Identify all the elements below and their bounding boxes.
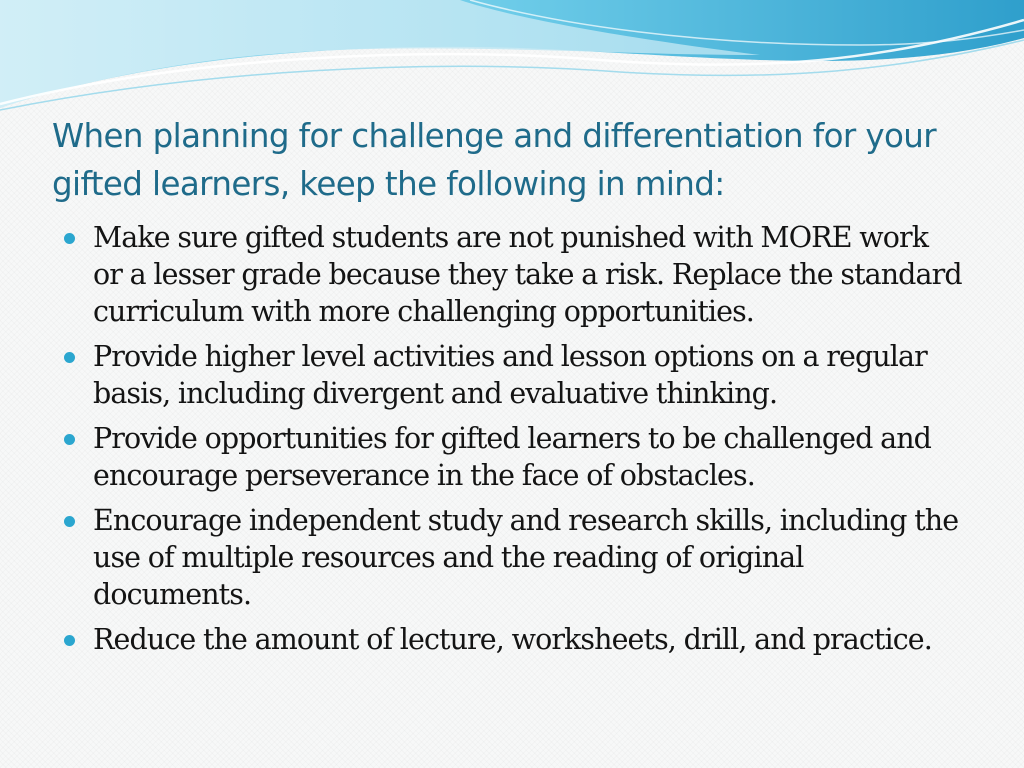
bullet-item — [64, 502, 964, 613]
bullet-dot-icon — [64, 434, 75, 445]
bullet-item — [64, 621, 964, 658]
bullet-dot-icon — [64, 516, 75, 527]
bullet-item — [64, 338, 964, 412]
bullet-text: Provide opportunities for gifted learners to be challenged and encourage perseverance in the face of obstacles. — [93, 422, 932, 492]
bullet-text: Make sure gifted students are not punished with MORE work or a lesser grade because they take a risk. Replace the standard curriculum with more challenging opportunities. — [93, 221, 962, 328]
bullet-dot-icon — [64, 352, 75, 363]
bullet-text: Encourage independent study and research skills, including the use of multiple resources and the reading of original documents. — [93, 504, 959, 611]
slide-title: When planning for challenge and differentiation for your gifted learners, keep the following in mind: — [52, 117, 937, 203]
bullet-text: Provide higher level activities and lesson options on a regular basis, including divergent and evaluative thinking. — [93, 340, 927, 410]
bullet-item — [64, 219, 964, 330]
bullet-dot-icon — [64, 233, 75, 244]
bullet-list — [64, 219, 964, 666]
bullet-text: Reduce the amount of lecture, worksheets, drill, and practice. — [93, 623, 932, 656]
header-wave-decoration — [0, 0, 1024, 130]
bullet-dot-icon — [64, 635, 75, 646]
bullet-item — [64, 420, 964, 494]
